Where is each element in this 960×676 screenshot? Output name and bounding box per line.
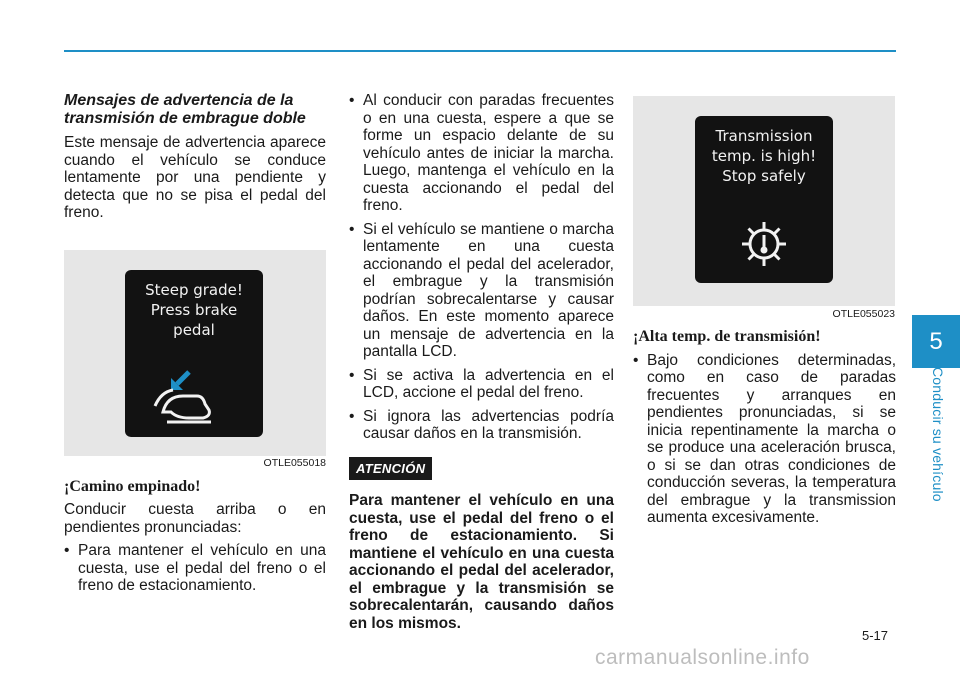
intro-paragraph: Este mensaje de advertencia aparece cuando el vehículo se conduce lentamente por una pendiente y detecta que no se pisa el pedal del freno. (64, 134, 326, 221)
transmission-temp-figure (633, 96, 895, 320)
gear-thermometer-icon (740, 220, 788, 268)
screen-line: Press brake (150, 300, 238, 319)
screen-line: Transmission (715, 127, 813, 145)
list-item: • Bajo condiciones determinadas, como en caso de paradas frecuentes y arranques en pendientes pronunciadas, si se inicia repentinamente la marcha o se produce una aceleración brusca, o si se dan otras condiciones de conducción severas, la temperatura del embrague y la transmission aumenta excesivamente. (633, 352, 896, 527)
steep-grade-figure (64, 250, 326, 469)
figure-code: OTLE055023 (832, 307, 895, 320)
high-temp-list (633, 352, 896, 527)
list-item: • Al conducir con paradas frecuentes o en una cuesta, espere a que se forme un espacio delante de su vehículo antes de iniciar la marcha. Luego, mantenga el vehículo en la cuesta accionando el pedal del freno. (349, 92, 614, 215)
list-item: • Si ignora las advertencias podría causar daños en la transmisión. (349, 408, 614, 443)
steep-road-list (64, 542, 326, 595)
screen-line: pedal (173, 320, 215, 339)
screen-line: temp. is high! (711, 147, 817, 165)
column-1 (64, 92, 326, 601)
figure-code: OTLE055018 (263, 457, 326, 469)
screen-line: Steep grade! (145, 280, 243, 299)
list-item: • Si se activa la advertencia en el LCD, accione el pedal del freno. (349, 367, 614, 402)
chapter-label: Conducir su vehículo (930, 367, 946, 502)
screen-line: Stop safely (722, 167, 806, 185)
driving-advice-list (349, 92, 614, 443)
list-item: • Si el vehículo se mantiene o marcha lentamente en una cuesta accionando el pedal del acelerador, el embrague y la transmisión podrían sobrecalentarse y causar daños. En este momento aparece un mensaje de advertencia en la pantalla LCD. (349, 221, 614, 361)
column-3 (633, 92, 896, 533)
column-2 (349, 92, 614, 638)
high-temp-title: ¡Alta temp. de transmisión! (633, 328, 821, 345)
brake-pedal-icon (149, 366, 229, 426)
steep-road-text: Conducir cuesta arriba o en pendientes pronunciadas: (64, 501, 326, 536)
top-rule (64, 50, 896, 52)
list-item: • Para mantener el vehículo en una cuesta, use el pedal del freno o el freno de estacionamiento. (64, 542, 326, 595)
chapter-tab: 5 (912, 315, 960, 368)
watermark: carmanualsonline.info (595, 646, 810, 669)
attention-badge: ATENCIÓN (349, 457, 432, 481)
attention-text: Para mantener el vehículo en una cuesta, use el pedal del freno o el freno de estacionamiento. Si mantiene el vehículo en una cuesta accionando el pedal del acelerador, el embrague y la transmisión se sobrecalentarán, causando daños en los mismos. (349, 492, 614, 632)
page-number: 5-17 (862, 628, 889, 643)
cluster-display (695, 116, 833, 283)
warning-messages-heading: Mensajes de advertencia de la transmisión de embrague doble (64, 92, 306, 127)
steep-road-title: ¡Camino empinado! (64, 477, 201, 495)
cluster-display (125, 270, 263, 437)
